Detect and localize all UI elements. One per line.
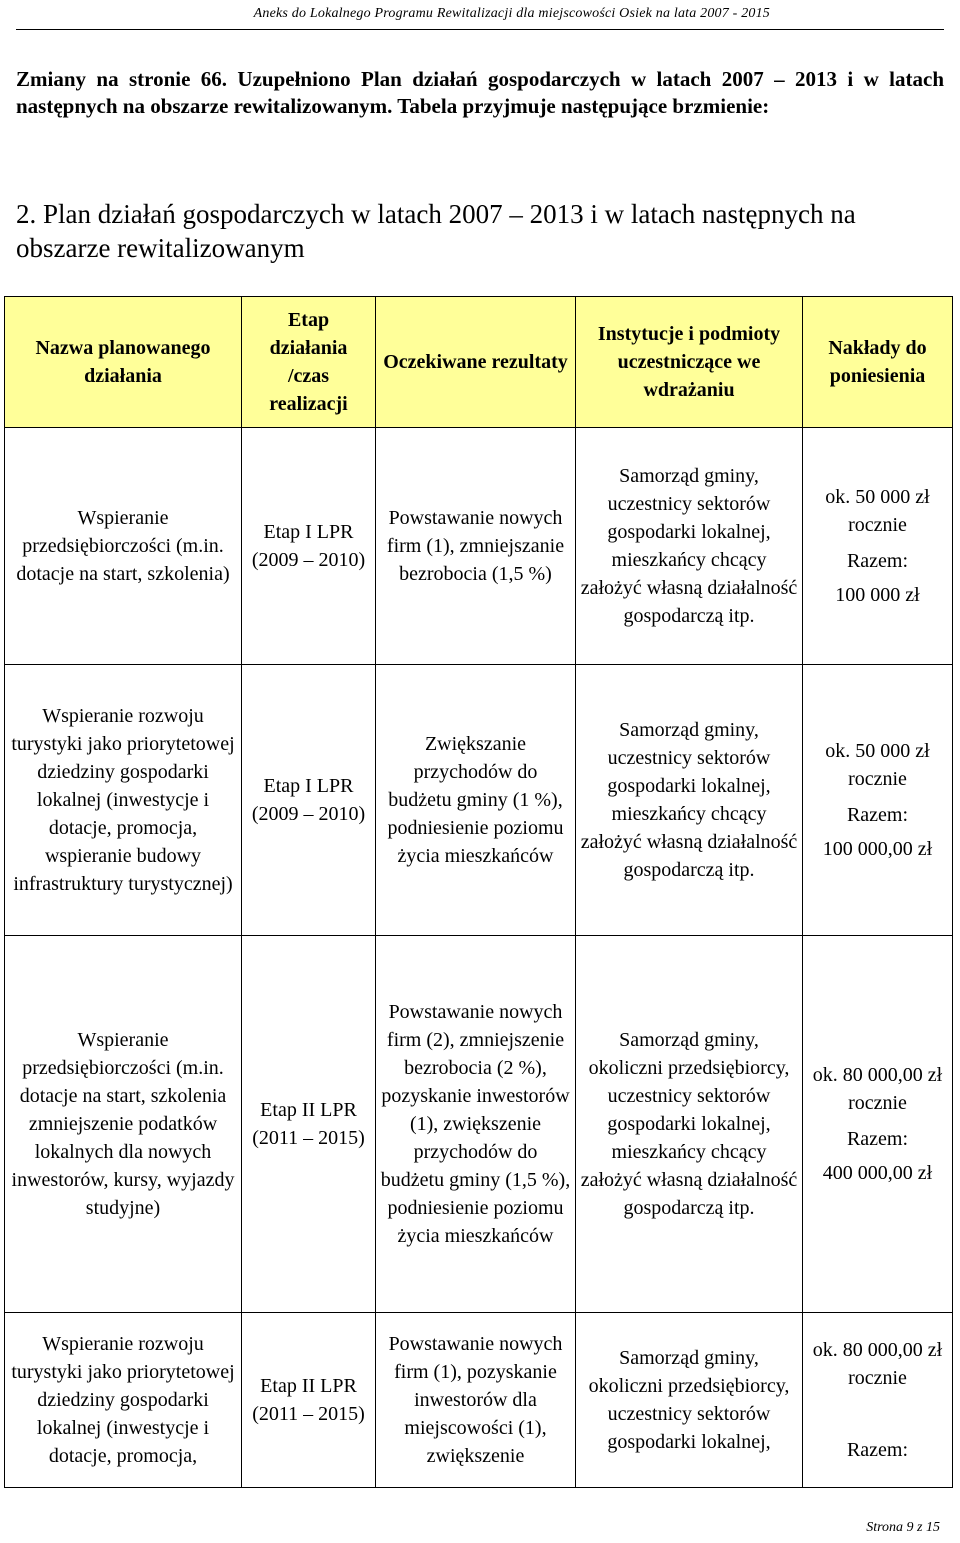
costs-cell (803, 665, 953, 936)
action-plan-table (4, 296, 953, 1488)
cost-label: Razem: (846, 804, 909, 826)
header-rule (16, 29, 944, 30)
action-name-cell: Wspieranie przedsiębiorczości (m.in. dotacje na start, szkolenia) (5, 428, 242, 665)
results-cell: Zwiększanie przychodów do budżetu gminy (1 %), podniesienie poziomu życia mieszkańców (376, 665, 576, 936)
table-row (5, 665, 953, 936)
table-row (5, 936, 953, 1313)
institutions-cell: Samorząd gminy, okoliczni przedsiębiorcy, uczestnicy sektorów gospodarki lokalnej, (576, 1313, 803, 1488)
cost-label: Razem: (846, 550, 909, 572)
costs-cell (803, 936, 953, 1313)
cost-annual: ok. 80 000,00 zł rocznie (812, 1339, 943, 1389)
column-header-name: Nazwa planowanego działania (5, 297, 242, 428)
stage-cell: Etap II LPR (2011 – 2015) (242, 1313, 376, 1488)
cost-label: Razem: (846, 1439, 909, 1461)
table-row (5, 1313, 953, 1488)
column-header-results: Oczekiwane rezultaty (376, 297, 576, 428)
column-header-stage: Etap działania /czas realizacji (242, 297, 376, 428)
intro-paragraph: Zmiany na stronie 66. Uzupełniono Plan działań gospodarczych w latach 2007 – 2013 i w latach następnych na obszarze rewitalizowanym. Tabela przyjmuje następujące brzmienie: (16, 67, 944, 118)
institutions-cell: Samorząd gminy, uczestnicy sektorów gospodarki lokalnej, mieszkańcy chcący założyć własną działalność gospodarczą itp. (576, 428, 803, 665)
institutions-cell: Samorząd gminy, uczestnicy sektorów gospodarki lokalnej, mieszkańcy chcący założyć własną działalność gospodarczą itp. (576, 665, 803, 936)
action-name-cell: Wspieranie rozwoju turystyki jako priorytetowej dziedziny gospodarki lokalnej (inwestycje i dotacje, promocja, wspieranie budowy infrastruktury turystycznej) (5, 665, 242, 936)
results-cell: Powstawanie nowych firm (1), pozyskanie inwestorów dla miejscowości (1), zwiększenie (376, 1313, 576, 1488)
results-cell: Powstawanie nowych firm (1), zmniejszanie bezrobocia (1,5 %) (376, 428, 576, 665)
cost-annual: ok. 80 000,00 zł rocznie (812, 1064, 943, 1114)
cost-total: 100 000,00 zł (822, 838, 933, 860)
costs-cell (803, 1313, 953, 1488)
institutions-cell: Samorząd gminy, okoliczni przedsiębiorcy, uczestnicy sektorów gospodarki lokalnej, mieszkańcy chcący założyć własną działalność gospodarczą itp. (576, 936, 803, 1313)
action-name-cell: Wspieranie rozwoju turystyki jako priorytetowej dziedziny gospodarki lokalnej (inwestycje i dotacje, promocja, (5, 1313, 242, 1488)
stage-cell: Etap I LPR (2009 – 2010) (242, 428, 376, 665)
page-number: Strona 9 z 15 (866, 1520, 940, 1535)
column-header-costs: Nakłady do poniesienia (803, 297, 953, 428)
column-header-institutions: Instytucje i podmioty uczestniczące we wdrażaniu (576, 297, 803, 428)
cost-total: 400 000,00 zł (822, 1162, 933, 1184)
cost-label: Razem: (846, 1128, 909, 1150)
stage-cell: Etap II LPR (2011 – 2015) (242, 936, 376, 1313)
section-title: 2. Plan działań gospodarczych w latach 2007 – 2013 i w latach następnych na obszarze rewitalizowanym (16, 199, 856, 263)
cost-annual: ok. 50 000 zł rocznie (825, 740, 930, 790)
costs-cell (803, 428, 953, 665)
action-name-cell: Wspieranie przedsiębiorczości (m.in. dotacje na start, szkolenia zmniejszenie podatków lokalnych dla nowych inwestorów, kursy, wyjazdy studyjne) (5, 936, 242, 1313)
results-cell: Powstawanie nowych firm (2), zmniejszenie bezrobocia (2 %), pozyskanie inwestorów (1), zwiększenie przychodów do budżetu gminy (1,5 %), podniesienie poziomu życia mieszkańców (376, 936, 576, 1313)
cost-total: 100 000 zł (835, 584, 920, 606)
running-header: Aneks do Lokalnego Programu Rewitalizacji dla miejscowości Osiek na lata 2007 - 2015 (253, 6, 770, 21)
stage-cell: Etap I LPR (2009 – 2010) (242, 665, 376, 936)
cost-annual: ok. 50 000 zł rocznie (825, 486, 930, 536)
table-header-row (5, 297, 953, 428)
table-row (5, 428, 953, 665)
